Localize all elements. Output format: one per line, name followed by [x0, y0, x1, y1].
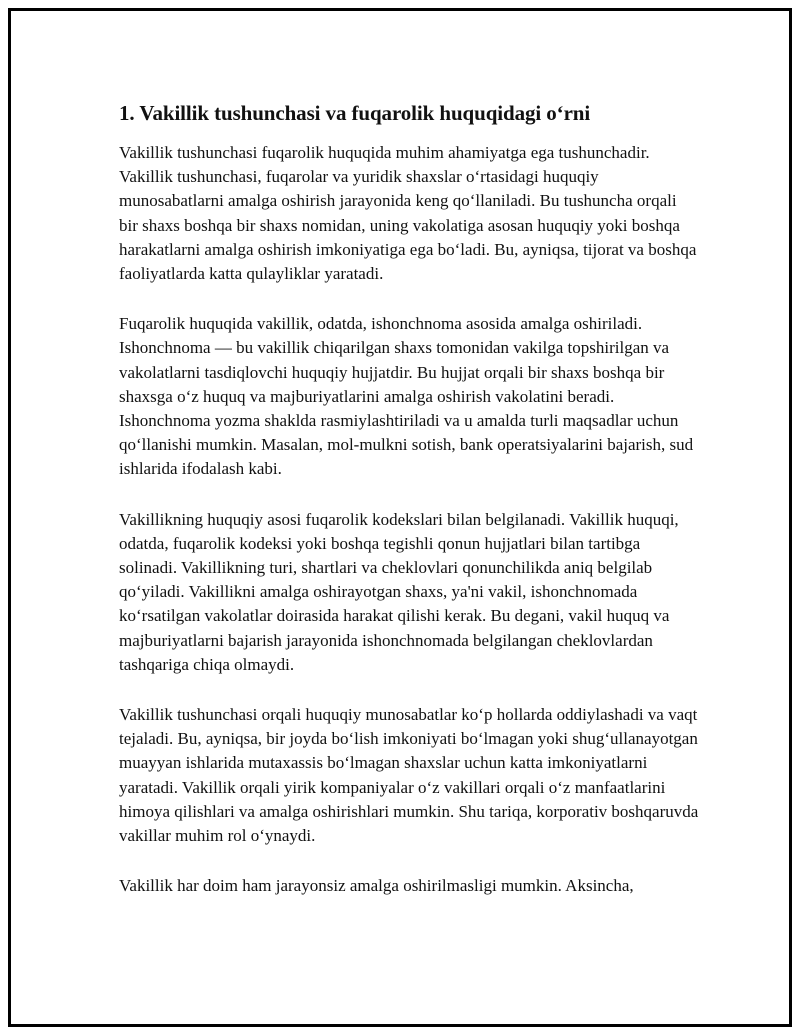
paragraph-2: Fuqarolik huquqida vakillik, odatda, ishonchnoma asosida amalga oshiriladi. Ishonchnoma — bu vakillik chiqarilgan shaxs tomonidan vakilga topshirilgan va vakolatlarni tasdiqlovchi huquqiy hujjatdir. Bu hujjat orqali bir shaxs boshqa bir shaxsga o‘z huquq va majburiyatlarini amalga oshirish vakolatini beradi. Ishonchnoma yozma shaklda rasmiylashtiriladi va u amalda turli maqsadlar uchun qo‘llanishi mumkin. Masalan, mol-mulkni sotish, bank operatsiyalarini bajarish, sud ishlarida ifodalash kabi.	[119, 314, 694, 479]
page-frame	[8, 8, 792, 1027]
paragraph-1: Vakillik tushunchasi fuqarolik huquqida muhim ahamiyatga ega tushunchadir. Vakillik tushunchasi, fuqarolar va yuridik shaxslar o‘rtasidagi huquqiy munosabatlarni amalga oshirish jarayonida keng qo‘llaniladi. Bu tushuncha orqali bir shaxs boshqa bir shaxs nomidan, uning vakolatiga asosan huquqiy yoki boshqa harakatlarni amalga oshirish imkoniyatiga ega bo‘ladi. Bu, ayniqsa, tijorat va boshqa faoliyatlarda katta qulayliklar yaratadi.	[119, 143, 697, 284]
section-heading: 1. Vakillik tushunchasi va fuqarolik huquqidagi o‘rni	[119, 101, 591, 125]
paragraph-5: Vakillik har doim ham jarayonsiz amalga oshirilmasligi mumkin. Aksincha,	[119, 876, 634, 896]
document-body	[119, 99, 699, 924]
paragraph-4: Vakillik tushunchasi orqali huquqiy munosabatlar ko‘p hollarda oddiylashadi va vaqt tejaladi. Bu, ayniqsa, bir joyda bo‘lish imkoniyati bo‘lmagan yoki shug‘ullanayotgan muayyan ishlarida mutaxassis bo‘lmagan shaxslar uchun katta imkoniyatlarni yaratadi. Vakillik orqali yirik kompaniyalar o‘z vakillari orqali o‘z manfaatlarini himoya qilishlari va amalga oshirishlari mumkin. Shu tariqa, korporativ boshqaruvda vakillar muhim rol o‘ynaydi.	[119, 705, 699, 846]
paragraph-3: Vakillikning huquqiy asosi fuqarolik kodekslari bilan belgilanadi. Vakillik huquqi, odatda, fuqarolik kodeksi yoki boshqa tegishli qonun hujjatlari bilan tartibga solinadi. Vakillikning turi, shartlari va cheklovlari qonunchilikda aniq belgilab qo‘yiladi. Vakillikni amalga oshirayotgan shaxs, ya'ni vakil, ishonchnomada ko‘rsatilgan vakolatlar doirasida harakat qilishi kerak. Bu degani, vakil huquq va majburiyatlarni bajarish jarayonida ishonchnomada belgilangan cheklovlardan tashqariga chiqa olmaydi.	[119, 509, 679, 674]
